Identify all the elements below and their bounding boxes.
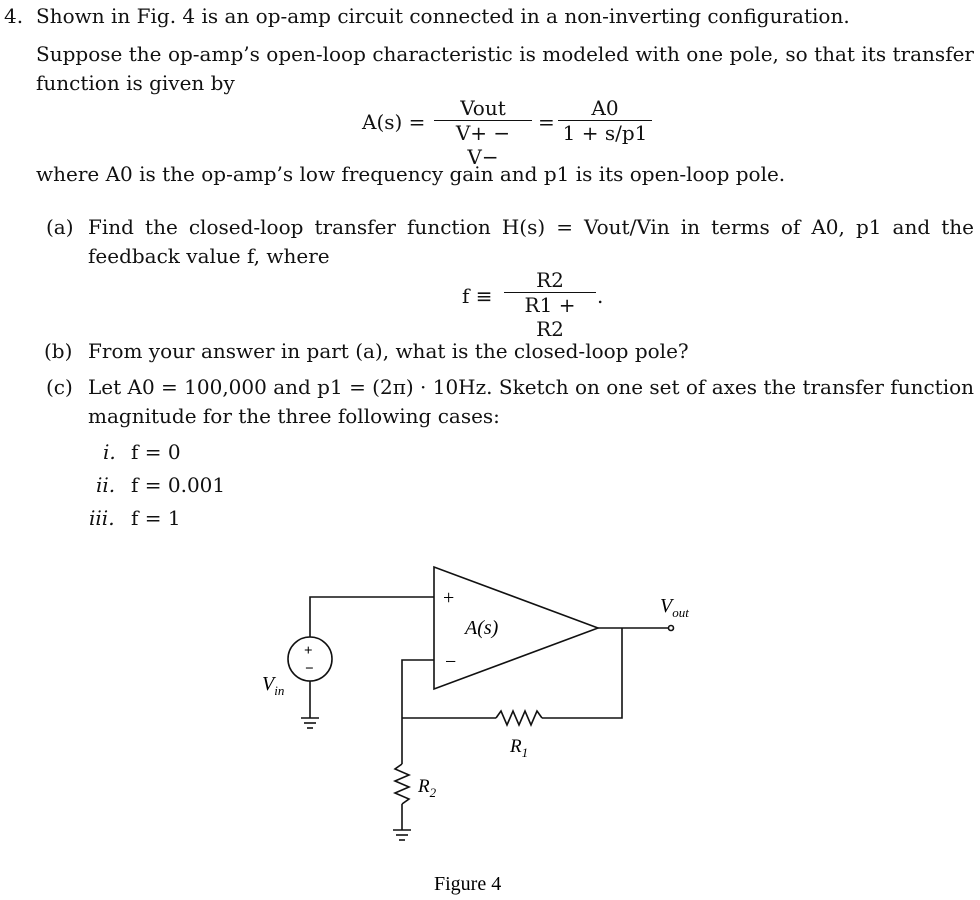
r1-main: R [510, 736, 522, 757]
part-a-label: (a) [46, 215, 74, 239]
wire-minus-input [402, 660, 434, 764]
problem-number: 4. [4, 4, 24, 28]
eq1-lhs: A(s) = [362, 110, 426, 134]
r1-label [509, 736, 528, 760]
part-c-line2: magnitude for the three following cases: [88, 404, 500, 428]
part-a-eq-tail: . [597, 284, 604, 308]
eq1-frac2-numerator: A0 [591, 96, 619, 120]
vout-sub: out [672, 605, 689, 620]
r2-sub: 2 [429, 785, 437, 800]
output-terminal [669, 626, 674, 631]
vout-label [660, 595, 689, 620]
vin-label [262, 673, 284, 698]
r1-sub: 1 [521, 745, 529, 760]
part-a-line2: feedback value f, where [88, 244, 330, 268]
source-minus: − [305, 661, 314, 677]
part-c-line1: Let A0 = 100,000 and p1 = (2π) · 10Hz. Sketch on one set of axes the transfer function [88, 375, 975, 399]
wire-input [310, 597, 434, 637]
case-text: f = 1 [131, 506, 181, 530]
figure-caption: Figure 4 [434, 873, 502, 895]
part-b-text: From your answer in part (a), what is the closed-loop pole? [88, 339, 689, 363]
part-a-line1: Find the closed-loop transfer function H(s) = Vout/Vin in terms of A0, p1 and the [88, 215, 974, 239]
source-plus: + [304, 643, 313, 659]
eq1-frac2-denominator: 1 + s/p1 [558, 120, 652, 145]
opamp-plus-sign: + [443, 587, 455, 609]
part-a-eq-numerator: R2 [536, 268, 564, 292]
resistor-r2 [395, 764, 409, 804]
eq1-equals: = [538, 110, 555, 134]
eq1-frac1-numerator: Vout [460, 96, 506, 120]
where-line: where A0 is the op-amp’s low frequency gain and p1 is its open-loop pole. [36, 162, 786, 186]
case-label: ii. [96, 473, 116, 497]
resistor-r1 [496, 711, 542, 725]
r2-main: R [418, 776, 430, 797]
problem-para1-line2: function is given by [36, 71, 235, 95]
opamp-label: A(s) [465, 617, 499, 639]
eq1-frac1-denominator: V+ − V− [434, 120, 532, 169]
case-label: i. [103, 440, 116, 464]
case-label: iii. [89, 506, 115, 530]
vout-main: V [660, 595, 673, 617]
case-text: f = 0.001 [131, 473, 226, 497]
wire-feedback-right [542, 628, 622, 718]
part-c-label: (c) [46, 375, 73, 399]
problem-para1-line1: Suppose the op-amp’s open-loop characteristic is modeled with one pole, so that its transfer [36, 42, 974, 66]
vin-sub: in [274, 683, 285, 698]
part-a-eq-denominator: R1 + R2 [504, 292, 596, 341]
r2-label [417, 776, 437, 800]
opamp-minus-sign: − [445, 651, 457, 673]
vin-main: V [262, 673, 275, 695]
opamp-symbol [434, 567, 598, 689]
part-b-label: (b) [44, 339, 73, 363]
case-text: f = 0 [131, 440, 181, 464]
problem-intro: Shown in Fig. 4 is an op-amp circuit connected in a non-inverting configuration. [36, 4, 850, 28]
part-a-eq-lhs: f ≡ [462, 284, 493, 308]
